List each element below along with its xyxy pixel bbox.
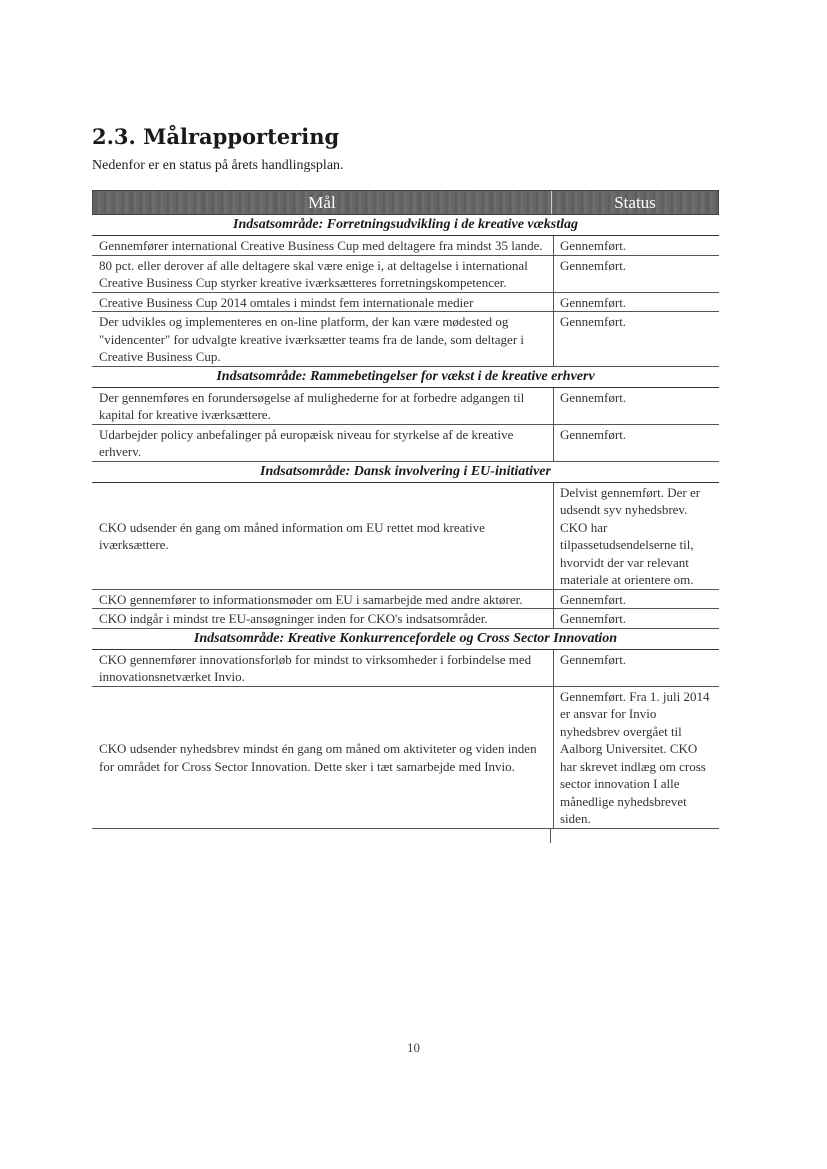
table-row: [92, 483, 719, 590]
status-cell: Gennemført.: [553, 236, 719, 255]
page-number: 10: [407, 1040, 420, 1055]
goal-cell: CKO udsender nyhedsbrev mindst én gang om måned om aktiviteter og viden inden for området for Cross Sector Innovation. Dette sker i tæt samarbejde med Invio.: [99, 741, 537, 774]
status-cell: Gennemført.: [553, 312, 719, 366]
status-cell: Gennemført.: [553, 293, 719, 312]
goal-cell: Gennemfører international Creative Business Cup med deltagere fra mindst 35 lande.: [99, 238, 543, 253]
goal-cell: 80 pct. eller derover af alle deltagere skal være enige i, at deltagelse i international Creative Business Cup styrker kreative iværksætteres forretningskompetencer.: [99, 257, 528, 290]
goal-cell: Der udvikles og implementeres en on-line platform, der kan være mødested og "videncenter" for udvalgte kreative iværksætter teams fra de lande, som deltager i Creative Business Cup.: [99, 314, 525, 364]
section-title: Indsatsområde: Dansk involvering i EU-initiativer: [92, 462, 719, 483]
table-row: [92, 687, 719, 829]
status-cell: Gennemført. Fra 1. juli 2014 er ansvar for Invio nyhedsbrev overgået til Aalborg Universitet. CKO har skrevet indlæg om cross sector innovation I alle månedlige nyhedsbrevet siden.: [553, 687, 719, 828]
table-row: [92, 312, 719, 367]
status-cell: Gennemført.: [553, 425, 719, 461]
section-title: Indsatsområde: Forretningsudvikling i de kreative vækstlag: [92, 215, 719, 236]
goal-cell: Udarbejder policy anbefalinger på europæisk niveau for styrkelse af de kreative erhverv.: [99, 426, 514, 459]
status-cell: Gennemført.: [553, 388, 719, 424]
header-goal: Mål: [93, 191, 552, 214]
table-header: [92, 190, 719, 215]
table-row: [92, 650, 719, 687]
table-row: [92, 609, 719, 629]
goal-cell: CKO indgår i mindst tre EU-ansøgninger inden for CKO's indsatsområder.: [99, 611, 488, 626]
table-row: [92, 293, 719, 313]
goal-cell: Der gennemføres en forundersøgelse af mulighederne for at forbedre adgangen til kapital for kreative iværksættere.: [99, 389, 525, 422]
goal-cell: CKO udsender én gang om måned information om EU rettet mod kreative iværksættere.: [99, 519, 485, 552]
status-cell: Gennemført.: [553, 609, 719, 628]
status-cell: Gennemført.: [553, 256, 719, 292]
section-heading: 2.3. Målrapportering: [92, 124, 340, 149]
goal-report-table: [92, 190, 719, 843]
table-row: [92, 590, 719, 610]
status-cell: Delvist gennemført. Der er udsendt syv nyhedsbrev. CKO har tilpassetudsendelserne til, hvorvidt der var relevant materiale at orientere om.: [553, 483, 719, 589]
status-cell: Gennemført.: [553, 590, 719, 609]
intro-text: Nedenfor er en status på årets handlingsplan.: [92, 158, 344, 173]
status-cell: Gennemført.: [553, 650, 719, 686]
table-row: [92, 236, 719, 256]
table-row: [92, 388, 719, 425]
table-tail-line: [550, 829, 719, 843]
goal-cell: Creative Business Cup 2014 omtales i mindst fem internationale medier: [99, 294, 474, 310]
goal-cell: CKO gennemfører innovationsforløb for mindst to virksomheder i forbindelse med innovationsnetværket Invio.: [99, 651, 532, 684]
table-row: [92, 256, 719, 293]
goal-cell: CKO gennemfører to informationsmøder om EU i samarbejde med andre aktører.: [99, 591, 523, 607]
table-row: [92, 425, 719, 462]
section-title: Indsatsområde: Kreative Konkurrencefordele og Cross Sector Innovation: [92, 629, 719, 650]
header-status: Status: [614, 193, 656, 212]
section-title: Indsatsområde: Rammebetingelser for vækst i de kreative erhverv: [92, 367, 719, 388]
